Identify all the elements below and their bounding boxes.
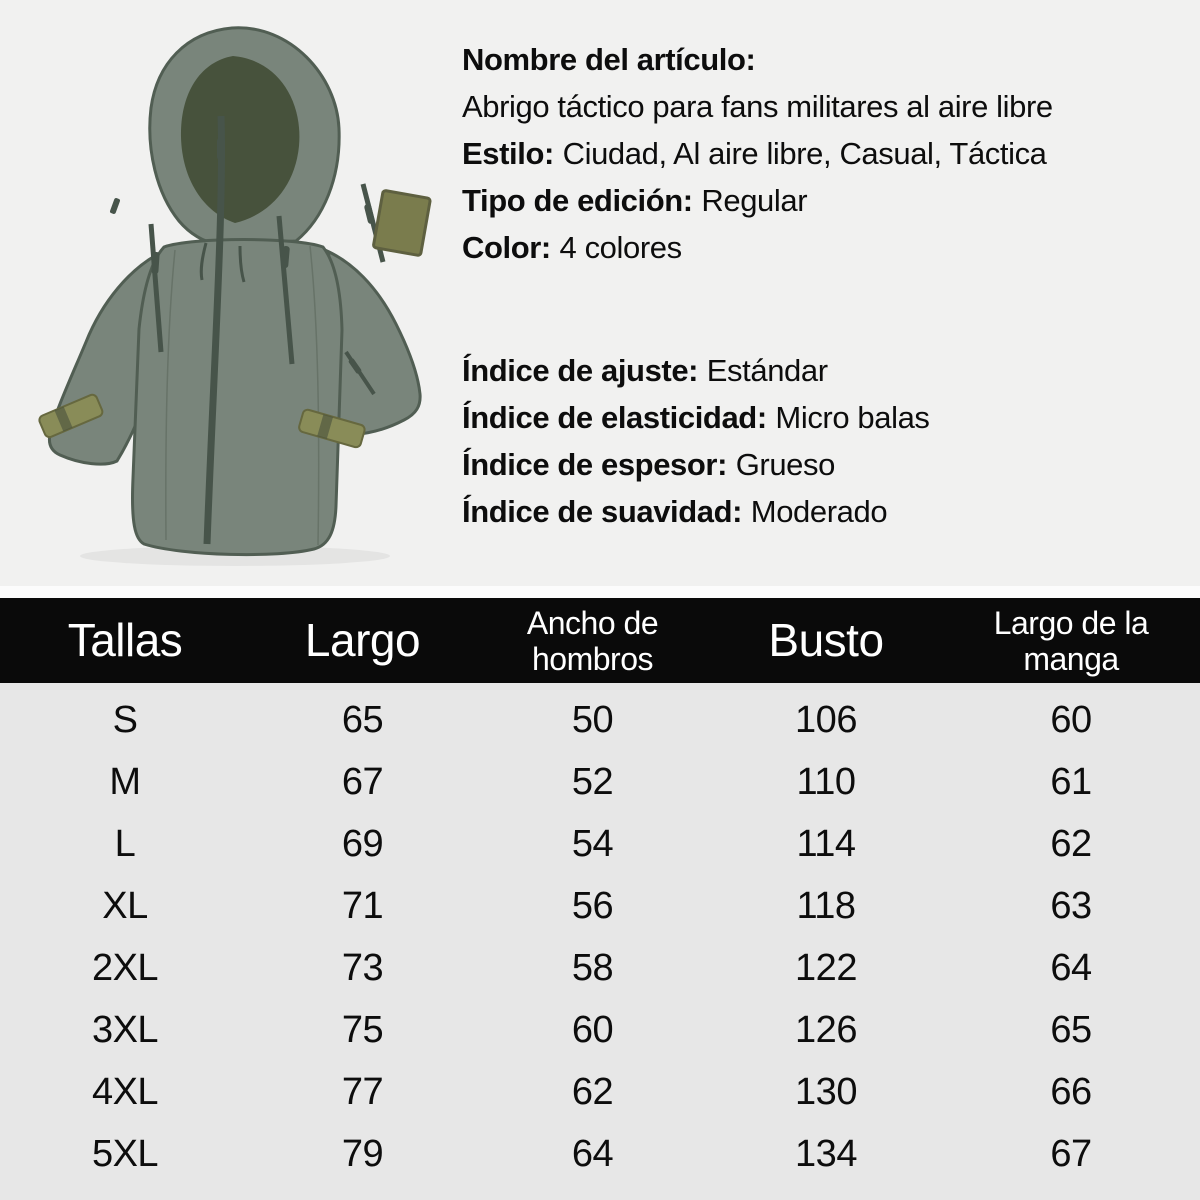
spec-label: Tipo de edición: bbox=[462, 183, 693, 218]
column-header: Ancho de hombros bbox=[526, 604, 659, 677]
spec-value: Micro balas bbox=[775, 400, 930, 435]
spec-line bbox=[462, 130, 1192, 177]
largo-manga-cell: 62 bbox=[1050, 822, 1092, 865]
product-name-value: Abrigo táctico para fans militares al aire libre bbox=[462, 89, 1053, 124]
size-cell: S bbox=[112, 698, 138, 741]
largo-manga-cell: 66 bbox=[1050, 1070, 1092, 1113]
table-row bbox=[0, 751, 1200, 813]
spec-value: Estándar bbox=[706, 353, 828, 388]
spec-value: Regular bbox=[701, 183, 808, 218]
size-cell: 3XL bbox=[91, 1008, 159, 1051]
size-cell: M bbox=[109, 760, 141, 803]
spec-label: Estilo: bbox=[462, 136, 554, 171]
largo-cell: 73 bbox=[341, 946, 384, 989]
largo-cell: 79 bbox=[341, 1132, 384, 1175]
size-cell: 5XL bbox=[91, 1132, 159, 1175]
column-header: Largo de la manga bbox=[993, 604, 1149, 677]
size-cell: 2XL bbox=[91, 946, 159, 989]
busto-cell: 114 bbox=[796, 822, 856, 865]
ancho-hombros-cell: 60 bbox=[571, 1008, 614, 1051]
busto-cell: 134 bbox=[795, 1132, 857, 1175]
table-row bbox=[0, 937, 1200, 999]
table-top-divider bbox=[0, 586, 1200, 598]
largo-manga-cell: 63 bbox=[1050, 884, 1092, 927]
spec-label: Índice de espesor: bbox=[462, 447, 728, 482]
largo-cell: 77 bbox=[341, 1070, 384, 1113]
table-row bbox=[0, 999, 1200, 1061]
busto-cell: 110 bbox=[796, 760, 856, 803]
spec-label: Color: bbox=[462, 230, 551, 265]
table-row bbox=[0, 689, 1200, 751]
product-attributes bbox=[462, 130, 1192, 271]
busto-cell: 122 bbox=[795, 946, 857, 989]
column-header: Largo bbox=[304, 614, 421, 667]
busto-cell: 130 bbox=[795, 1070, 857, 1113]
product-photo bbox=[0, 0, 460, 586]
spec-line bbox=[462, 441, 1192, 488]
spec-value: Grueso bbox=[735, 447, 835, 482]
table-row bbox=[0, 1061, 1200, 1123]
spec-value: 4 colores bbox=[559, 230, 682, 265]
busto-cell: 126 bbox=[795, 1008, 857, 1051]
largo-manga-cell: 60 bbox=[1050, 698, 1092, 741]
size-cell: XL bbox=[102, 884, 148, 927]
largo-cell: 69 bbox=[341, 822, 384, 865]
table-row bbox=[0, 875, 1200, 937]
table-row bbox=[0, 1123, 1200, 1185]
ancho-hombros-cell: 58 bbox=[571, 946, 614, 989]
tactical-jacket-illustration bbox=[0, 0, 460, 586]
largo-cell: 75 bbox=[341, 1008, 384, 1051]
spec-line bbox=[462, 347, 1192, 394]
spec-label: Índice de elasticidad: bbox=[462, 400, 767, 435]
ancho-hombros-cell: 50 bbox=[571, 698, 614, 741]
ancho-hombros-cell: 62 bbox=[571, 1070, 614, 1113]
spec-label: Índice de ajuste: bbox=[462, 353, 699, 388]
spec-line bbox=[462, 177, 1192, 224]
size-cell: L bbox=[114, 822, 136, 865]
largo-manga-cell: 65 bbox=[1050, 1008, 1092, 1051]
product-name-label: Nombre del artículo: bbox=[462, 42, 756, 77]
spec-value: Ciudad, Al aire libre, Casual, Táctica bbox=[562, 136, 1047, 171]
size-table-header-row bbox=[0, 598, 1200, 683]
spec-label: Índice de suavidad: bbox=[462, 494, 743, 529]
product-info bbox=[460, 0, 1200, 586]
column-header: Tallas bbox=[67, 614, 183, 667]
largo-manga-cell: 64 bbox=[1050, 946, 1092, 989]
ancho-hombros-cell: 56 bbox=[571, 884, 614, 927]
ancho-hombros-cell: 54 bbox=[571, 822, 614, 865]
size-table bbox=[0, 598, 1200, 1200]
table-row bbox=[0, 813, 1200, 875]
largo-manga-cell: 61 bbox=[1050, 760, 1092, 803]
largo-cell: 71 bbox=[341, 884, 384, 927]
largo-manga-cell: 67 bbox=[1050, 1132, 1092, 1175]
product-overview-section bbox=[0, 0, 1200, 586]
product-indices bbox=[462, 347, 1192, 535]
busto-cell: 106 bbox=[795, 698, 857, 741]
size-cell: 4XL bbox=[91, 1070, 159, 1113]
size-table-body bbox=[0, 683, 1200, 1185]
spec-value: Moderado bbox=[750, 494, 888, 529]
spec-line bbox=[462, 394, 1192, 441]
ancho-hombros-cell: 64 bbox=[571, 1132, 614, 1175]
column-header: Busto bbox=[768, 614, 884, 667]
largo-cell: 67 bbox=[341, 760, 384, 803]
busto-cell: 118 bbox=[796, 884, 856, 927]
ancho-hombros-cell: 52 bbox=[571, 760, 614, 803]
spec-line bbox=[462, 224, 1192, 271]
largo-cell: 65 bbox=[341, 698, 384, 741]
spec-line bbox=[462, 488, 1192, 535]
